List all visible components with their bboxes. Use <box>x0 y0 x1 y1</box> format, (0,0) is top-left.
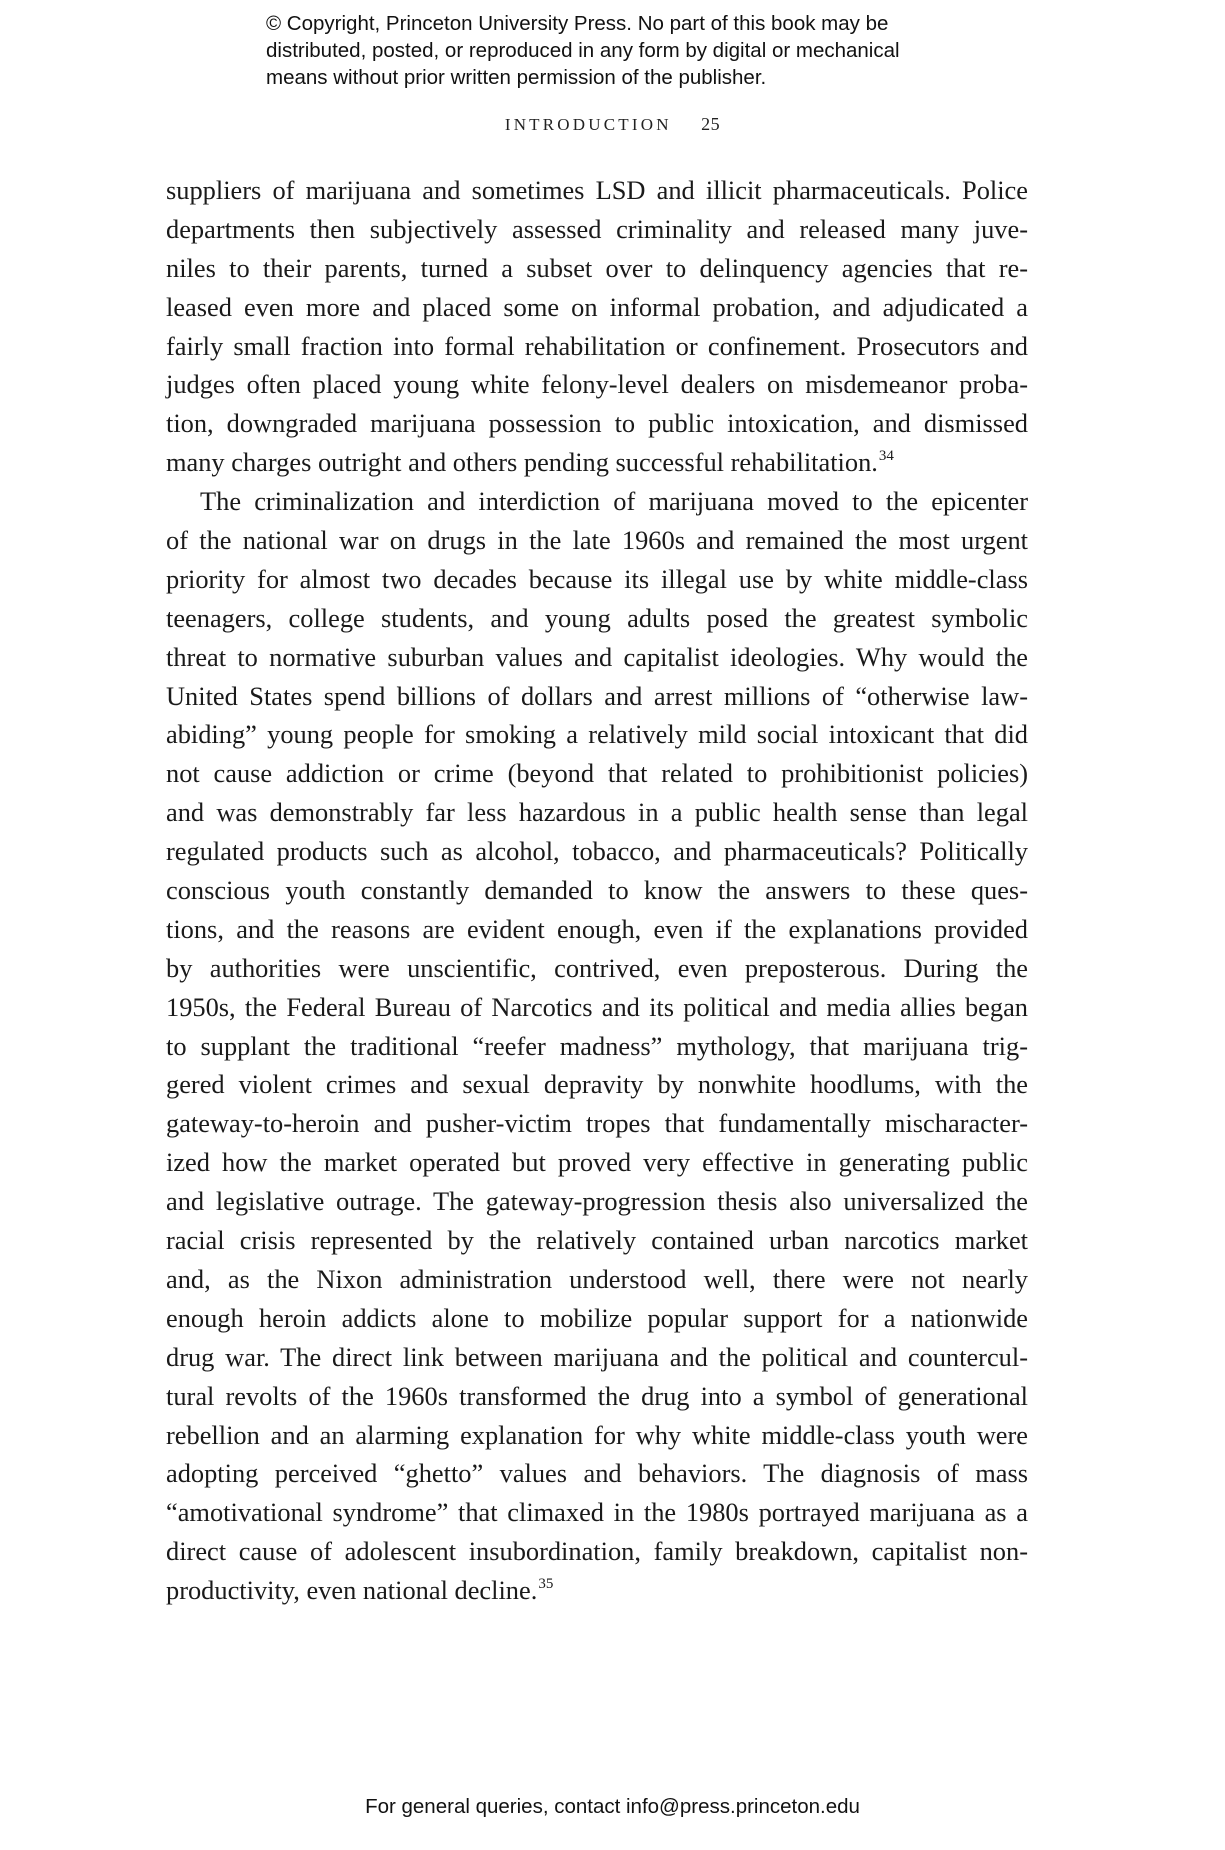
text-line: suppliers of marijuana and sometimes LSD and illicit pharmaceuticals. Police <box>166 175 1028 205</box>
text-line: by authorities were unscientific, contrived, even preposterous. During the <box>166 952 1028 983</box>
text-line: gered violent crimes and sexual depravity by nonwhite hoodlums, with the <box>166 1069 1028 1100</box>
text-line: and, as the Nixon administration understood well, there were not nearly <box>166 1263 1028 1294</box>
text-line-last <box>166 443 1028 482</box>
text-line: teenagers, college students, and young adults posed the greatest symbolic <box>166 602 1028 633</box>
text-line: to supplant the traditional “reefer madness” mythology, that marijuana trig- <box>166 1030 1028 1061</box>
text-line: and was demonstrably far less hazardous in a public health sense than legal <box>166 797 1028 828</box>
text-line: leased even more and placed some on informal probation, and adjudicated a <box>166 291 1028 322</box>
text-line: racial crisis represented by the relatively contained urban narcotics market <box>166 1225 1028 1256</box>
text-line-last <box>166 1571 1028 1610</box>
copyright-line: means without prior written permission of the publisher. <box>266 66 767 89</box>
footnote-marker: 35 <box>538 1576 554 1593</box>
copyright-notice <box>266 10 986 91</box>
text-line: tural revolts of the 1960s transformed the drug into a symbol of generational <box>166 1380 1028 1411</box>
paragraph-2 <box>166 482 1028 1610</box>
text-line: enough heroin addicts alone to mobilize popular support for a nationwide <box>166 1302 1028 1333</box>
text-line: rebellion and an alarming explanation for why white middle-class youth were <box>166 1419 1028 1450</box>
text-line: departments then subjectively assessed criminality and released many juve- <box>166 213 1028 244</box>
text-line: threat to normative suburban values and capitalist ideologies. Why would the <box>166 641 1028 672</box>
text-line: “amotivational syndrome” that climaxed in the 1980s portrayed marijuana as a <box>166 1497 1028 1528</box>
text-line-content: productivity, even national decline. <box>166 1575 538 1606</box>
text-line: judges often placed young white felony-level dealers on misdemeanor proba- <box>166 369 1028 400</box>
copyright-line: © Copyright, Princeton University Press. No part of this book may be <box>266 12 889 35</box>
text-line: abiding” young people for smoking a relatively mild social intoxicant that did <box>166 719 1028 750</box>
body-text <box>166 171 1028 1610</box>
paragraph-1 <box>166 171 1028 482</box>
running-head-section: INTRODUCTION <box>504 115 672 134</box>
text-line: regulated products such as alcohol, tobacco, and pharmaceuticals? Politically <box>166 836 1028 867</box>
text-line: The criminalization and interdiction of marijuana moved to the epicenter <box>200 486 1028 517</box>
text-line: conscious youth constantly demanded to know the answers to these ques- <box>166 875 1028 906</box>
text-line: of the national war on drugs in the late 1960s and remained the most urgent <box>166 525 1028 556</box>
text-line-content: many charges outright and others pending successful rehabilitation. <box>166 447 878 478</box>
text-line: fairly small fraction into formal rehabilitation or confinement. Prosecutors and <box>166 330 1028 361</box>
text-line: tions, and the reasons are evident enough, even if the explanations provided <box>166 913 1028 944</box>
page-number: 25 <box>701 114 721 134</box>
text-line: adopting perceived “ghetto” values and behaviors. The diagnosis of mass <box>166 1458 1028 1489</box>
footer-contact: For general queries, contact info@press.princeton.edu <box>365 1795 860 1818</box>
text-line: and legislative outrage. The gateway-progression thesis also universalized the <box>166 1186 1028 1217</box>
copyright-line: distributed, posted, or reproduced in any form by digital or mechanical <box>266 39 900 62</box>
text-line: priority for almost two decades because its illegal use by white middle-class <box>166 563 1028 594</box>
text-line: United States spend billions of dollars and arrest millions of “otherwise law- <box>166 680 1028 711</box>
running-head <box>0 114 1225 135</box>
text-line: ized how the market operated but proved very effective in generating public <box>166 1147 1028 1178</box>
text-line: tion, downgraded marijuana possession to public intoxication, and dismissed <box>166 408 1028 439</box>
text-line: drug war. The direct link between marijuana and the political and countercul- <box>166 1341 1028 1372</box>
text-line: not cause addiction or crime (beyond that related to prohibitionist policies) <box>166 758 1028 789</box>
text-line: 1950s, the Federal Bureau of Narcotics and its political and media allies began <box>166 991 1028 1022</box>
footnote-marker: 34 <box>878 448 894 465</box>
text-line: gateway-to-heroin and pusher-victim tropes that fundamentally mischaracter- <box>166 1108 1028 1139</box>
text-line: niles to their parents, turned a subset over to delinquency agencies that re- <box>166 252 1028 283</box>
text-line: direct cause of adolescent insubordination, family breakdown, capitalist non- <box>166 1536 1028 1567</box>
